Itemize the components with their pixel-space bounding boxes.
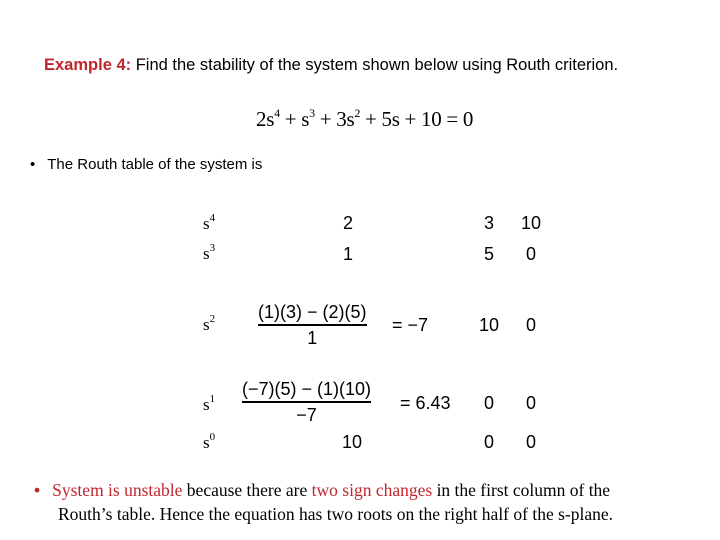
cell-s1-col3: 0 [525,393,536,413]
eq-term-1: 2s [256,107,275,131]
fraction-s1 [242,379,371,426]
row-label-s0: $s^0$ [203,431,216,452]
bullet-marker: • [30,156,36,173]
result-s2: = −7 [392,315,429,335]
cell-s4-col3: 10 [520,213,542,233]
fraction-s2 [258,302,367,349]
row-label-s3: $s^3$ [203,242,216,263]
example-label: Example 4: [44,56,132,74]
conclusion-text-1: because there are [182,480,312,500]
cell-s4-col1: 2 [342,213,353,233]
cell-s0-col3: 0 [525,432,536,452]
cell-s4-col2: 3 [483,213,494,233]
eq-exp-3: 2 [354,106,361,120]
conclusion-bullet [34,478,704,526]
fraction-s2-denominator: 1 [307,328,318,348]
conclusion-text-2: in the first column of the [432,480,611,500]
row-label-s1: $s^1$ [203,393,216,414]
fraction-s1-bar [242,401,371,403]
conclusion-sign-changes: two sign changes [311,480,433,500]
fraction-s1-numerator: (−7)(5) − (1)(10) [242,379,372,399]
result-s1: = 6.43 [400,393,451,413]
row-label-s2: $s^2$ [203,313,216,334]
cell-s2-col3: 0 [525,315,536,335]
cell-s3-col2: 5 [483,244,494,264]
cell-s3-col1: 1 [342,244,353,264]
conclusion-line-2: Routh’s table. Hence the equation has two roots on the right half of the s-plane. [58,504,614,524]
cell-s1-col2: 0 [483,393,494,413]
eq-term-4: + 5s + 10 = 0 [360,107,474,131]
conclusion-marker: • [34,480,41,500]
fraction-s1-denominator: −7 [296,405,317,425]
fraction-s2-bar [258,324,367,326]
conclusion-unstable: System is unstable [52,480,183,500]
cell-s0-col2: 0 [483,432,494,452]
bullet-text: The Routh table of the system is [47,156,263,173]
cell-s3-col3: 0 [525,244,536,264]
eq-term-3: + 3s [314,107,355,131]
cell-s2-col2: 10 [478,315,500,335]
example-question: Find the stability of the system shown below using Routh criterion. [131,56,619,74]
fraction-s2-numerator: (1)(3) − (2)(5) [258,302,367,322]
eq-exp-1: 4 [274,106,280,120]
cell-s0-col1: 10 [341,432,363,452]
eq-term-2: + s [279,107,310,131]
row-label-s4: $s^4$ [203,212,216,233]
eq-exp-2: 3 [309,106,315,120]
